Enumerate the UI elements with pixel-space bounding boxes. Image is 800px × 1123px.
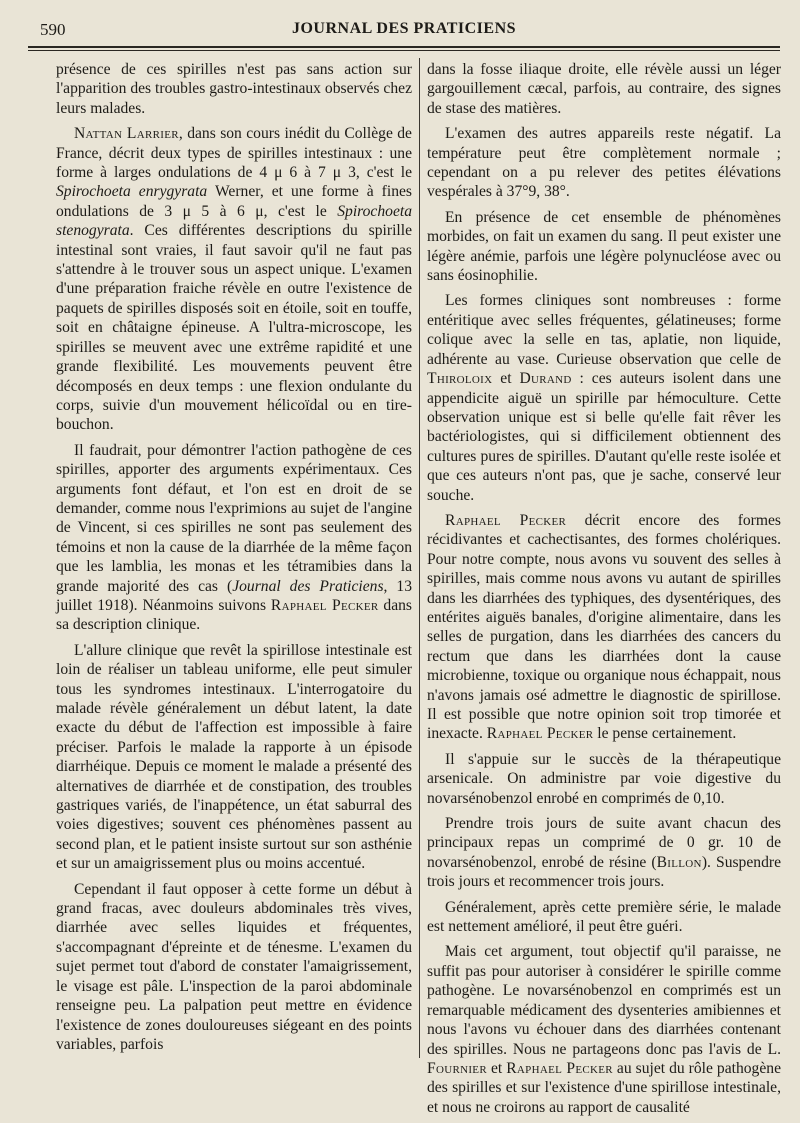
author-name: Fournier [427,1059,487,1077]
text-run: Il faudrait, pour démontrer l'action pathogène de ces spirilles, apporter des arguments expérimentaux. Ces arguments font défaut, et l'on est en droit de se demander, comme nous l'exprimions au sujet de l'angine de Vincent, si ces spirilles ne sont pas seulement des témoins et non la cause de la diarrhée de la même façon que les lamblia, les monas et les tétramibies dans la grande majorité des cas ( [56,441,412,595]
text-run: décrit encore des formes récidivantes et cachectisantes, des formes cholériques. Pour notre compte, nous avons vu souvent des selles à spirilles, mais comme nous avons vu autant de spirilles dans les diarrhées des typhiques, des dysentériques, des entérites aiguës banales, d'origine alimentaire, dans les selles de purgation, dans les diarrhées des cancers du rectum que dans les diarrhées dont la cause microbienne, toxique ou organique nous échappait, nous n'avons jamais osé admettre le diagnostic de spirillose. Il est possible que notre opinion soit trop timorée et inexacte. [427,511,781,743]
text-run: et [492,370,520,388]
left-paragraph-1: présence de ces spirilles n'est pas sans action sur l'apparition des troubles gastro-intestinaux observés chez leurs malades. [56,61,412,117]
right-paragraph-5 [427,511,781,744]
text-run: Les formes cliniques sont nombreuses : forme entéritique avec selles fréquentes, gélatineuses; forme colique avec la selle en tas, aplatie, non liquide, adhérente au vase. Curieuse observation que celle de [427,292,781,368]
header-rule [28,46,780,48]
species-name: Spirochoeta enrygyrata [56,183,208,201]
text-run: , 13 juillet 1918). Néanmoins suivons [56,577,412,614]
right-paragraph-6: Il s'appuie sur le succès de la thérapeutique arsenicale. On administre par voie digestive du novarsénobenzol enrobé en comprimés de 0,10. [427,750,781,807]
text-run: dans sa description clinique. [56,596,412,634]
left-paragraph-5: Cependant il faut opposer à cette forme un début à grand fracas, avec douleurs abdominales très vives, diarrhée avec selles liquides et fréquentes, s'accompagnant d'épreinte et de ténesme. L'examen du sujet permet tout d'abord de constater l'amaigrissement, le visage est pâle. L'inspection de la paroi abdominale renseigne peu. La palpation peut mettre en évidence l'existence de zones douloureuses siégeant en des points variables, parfois [56,880,412,1053]
left-column [56,60,412,1060]
journal-reference: Journal des Praticiens [232,577,384,595]
right-paragraph-2: L'examen des autres appareils reste négatif. La température peut être complètement normale ; cependant on a pu relever des petites élévations vespérales à 37°9, 38°. [427,125,781,201]
right-paragraph-1: dans la fosse iliaque droite, elle révèle aussi un léger gargouillement cæcal, parfois, au contraire, des signes de stase des matières. [427,61,781,117]
text-run: , dans son cours inédit du Collège de France, décrit deux types de spirilles intestinaux : une forme à larges ondulations de 4 μ 6 à 7 μ 3, c'est le [56,125,412,182]
journal-title: JOURNAL DES PRATICIENS [291,20,517,37]
page-header [28,14,780,44]
author-name: Thiroloix [427,370,493,388]
species-name: Spirochoeta stenogyrata [56,202,412,240]
author-name: Billon [656,853,702,871]
author-name: Raphael Pecker [506,1059,613,1077]
text-run: ). Suspendre trois jours et recommencer trois jours. [427,853,781,891]
text-run: Mais cet argument, tout objectif qu'il paraisse, ne suffit pas pour autoriser à considérer le spirille comme pathogène. Le novarsénobenzol en comprimés est un remarquable médicament des dysenteries amibiennes et nous l'avons vu échouer dans des diarrhées contenant des spirilles. Nous ne partageons donc pas l'avis de L. [427,943,781,1058]
text-run: le pense certainement. [593,725,737,743]
column-divider [419,58,420,1058]
right-column [427,60,781,1123]
right-paragraph-7 [427,814,781,892]
right-paragraph-8: Généralement, après cette première série, le malade est nettement amélioré, il peut être guéri. [427,898,781,936]
text-run: et [486,1059,507,1077]
right-paragraph-3: En présence de cet ensemble de phénomènes morbides, on fait un examen du sang. Il peut exister une légère anémie, parfois une légère polynucléose avec ou sans éosinophilie. [427,208,781,285]
left-paragraph-4: L'allure clinique que revêt la spirillose intestinale est loin de réaliser un tableau uniforme, elle peut simuler tous les syndromes intestinaux. L'interrogatoire du malade révèle généralement un début latent, la date exacte du début de l'affection est impossible à faire préciser. Parfois le malade la rapporte à un épisode diarrhéique. Depuis ce moment le malade a présenté des alternatives de diarrhée et de constipation, des troubles gastriques variés, de l'inappétence, un état saburral des voies digestives; souvent ces phénomènes passent au second plan, et le patient insiste surtout sur son asthénie et sur un amaigrissement plus ou moins accentué. [56,641,412,873]
text-run: . Ces différentes descriptions du spirille intestinal sont vraies, il faut savoir qu'il ne faut pas s'attendre à le trouver sous un aspect unique. L'examen d'une préparation fraiche révèle en outre l'existence de paquets de spirilles disposés soit en étoile, soit en touffe, soit en châtaigne épineuse. A l'ultra-microscope, les spirilles se meuvent avec une extrême rapidité et une grande flexibilité. Les mouvements peuvent être décomposés en deux temps : une flexion ondulante du corps, suivie d'un mouvement hélicoïdal ou en tire-bouchon. [56,222,412,434]
left-paragraph-3 [56,441,412,635]
text-run: : ces auteurs isolent dans une appendicite aiguë un spirille par hémoculture. Cette observation unique est si belle qu'elle fait rêver les bactériologistes, qui si difficilement obtiennent des cultures pures de spirilles. D'autant qu'elle reste isolée et que ces auteurs n'ont pas, que je sache, conservé leur souche. [427,370,781,504]
right-paragraph-4 [427,291,781,504]
author-name: Durand [519,370,572,388]
author-name: Raphael Pecker [486,725,594,743]
text-run: Werner, et une forme à fines ondulations de 3 μ 5 à 6 μ, c'est le [56,183,412,220]
header-rule-thin [28,50,780,51]
left-paragraph-2 [56,124,412,435]
right-paragraph-9 [427,942,781,1117]
author-name: Nattan Larrier [74,125,179,143]
author-name: Raphael Pecker [270,596,379,614]
text-run: au sujet du rôle pathogène des spirilles et sur l'existence d'une spirillose intestinale, et nous ne croirons au rapport de causalité [427,1059,781,1116]
author-name: Raphael Pecker [445,511,567,529]
text-run: Prendre trois jours de suite avant chacun des principaux repas un comprimé de 0 gr. 10 de novarsénobenzol, enrobé de résine ( [427,815,781,871]
page-number: 590 [40,20,66,39]
